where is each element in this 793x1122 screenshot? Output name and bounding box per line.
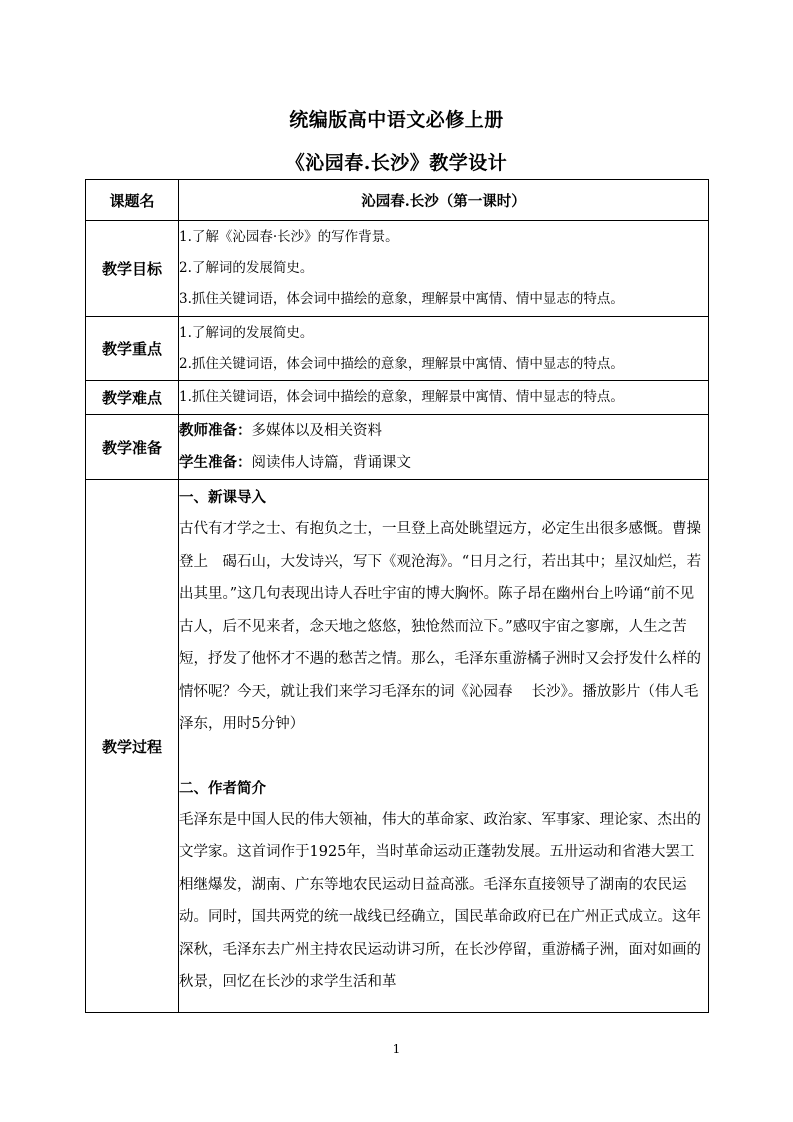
row-label-key-points: 教学重点 <box>86 317 179 381</box>
document-subtitle: 《沁园春.长沙》教学设计 <box>285 152 508 174</box>
table-row-difficulties <box>86 381 709 415</box>
difficulty-item: 1.抓住关键词语，体会词中描绘的意象，理解景中寓情、情中显志的特点。 <box>179 389 624 405</box>
table-row-goals <box>86 221 709 317</box>
row-label-process: 教学过程 <box>86 480 179 1013</box>
section-heading-intro: 一、新课导入 <box>179 489 266 506</box>
difficulties-cell <box>179 381 709 415</box>
teacher-preparation-label: 教师准备： <box>179 422 252 439</box>
document-title: 统编版高中语文必修上册 <box>289 109 504 131</box>
section-text-intro: 古代有才学之士、有抱负之士，一旦登上高处眺望远方，必定生出很多感慨。曹操登上 碣石山，大发诗兴，写下《观沧海》。“日月之行，若出其中；星汉灿烂，若出其里。”这几句表现出诗人吞吐宇宙的博大胸怀。陈子昂在幽州台上吟诵“前不见古人，后不见来者，念天地之悠悠，独怆然而泣下。”感叹宇宙之寥廓，人生之苦短，抒发了他怀才不遇的愁苦之情。那么，毛泽东重游橘子洲时又会抒发什么样的情怀呢？今天，就让我们来学习毛泽东的词《沁园春 长沙》。播放影片（伟人毛泽东，用时5分钟） <box>179 521 702 732</box>
preparation-cell <box>179 415 709 480</box>
student-preparation-label: 学生准备： <box>179 454 252 471</box>
goals-cell <box>179 221 709 317</box>
blank-line <box>179 741 708 773</box>
table-row-topic <box>86 180 709 221</box>
student-preparation-value: 阅读伟人诗篇，背诵课文 <box>251 455 411 471</box>
teacher-preparation <box>179 415 708 447</box>
lesson-plan-table <box>85 179 709 1013</box>
key-point-item: 1.了解词的发展简史。 <box>179 324 314 341</box>
topic-value-cell <box>179 180 709 221</box>
key-points-cell <box>179 317 709 381</box>
row-label-difficulties: 教学难点 <box>86 381 179 415</box>
row-label-goals: 教学目标 <box>86 221 179 317</box>
row-label-preparation: 教学准备 <box>86 415 179 480</box>
table-row-preparation <box>86 415 709 480</box>
topic-value: 沁园春.长沙（第一课时） <box>361 192 526 210</box>
goal-item: 1.了解《沁园春·长沙》的写作背景。 <box>179 229 399 245</box>
goal-item: 2.了解词的发展简史。 <box>179 260 314 276</box>
key-point-item: 2.抓住关键词语，体会词中描绘的意象，理解景中寓情、情中显志的特点。 <box>179 355 624 372</box>
section-heading-author: 二、作者简介 <box>179 779 266 797</box>
student-preparation <box>179 447 708 479</box>
row-label-topic: 课题名 <box>86 180 179 221</box>
table-row-process <box>86 480 709 1013</box>
teacher-preparation-value: 多媒体以及相关资料 <box>251 423 382 439</box>
section-text-author: 毛泽东是中国人民的伟大领袖，伟大的革命家、政治家、军事家、理论家、杰出的文学家。这首词作于1925年，当时革命运动正蓬勃发展。五卅运动和省港大罢工相继爆发，湖南、广东等地农民运动日益高涨。毛泽东直接领导了湖南的农民运动。同时，国共两党的统一战线已经确立，国民革命政府已在广州正式成立。这年深秋，毛泽东去广州主持农民运动讲习所，在长沙停留，重游橘子洲，面对如画的秋景，回忆在长沙的求学生活和革 <box>179 811 701 990</box>
page-number: 1 <box>392 1042 401 1056</box>
table-row-key-points <box>86 317 709 381</box>
goal-item: 3.抓住关键词语，体会词中描绘的意象，理解景中寓情、情中显志的特点。 <box>179 291 624 307</box>
process-cell <box>179 480 709 1013</box>
